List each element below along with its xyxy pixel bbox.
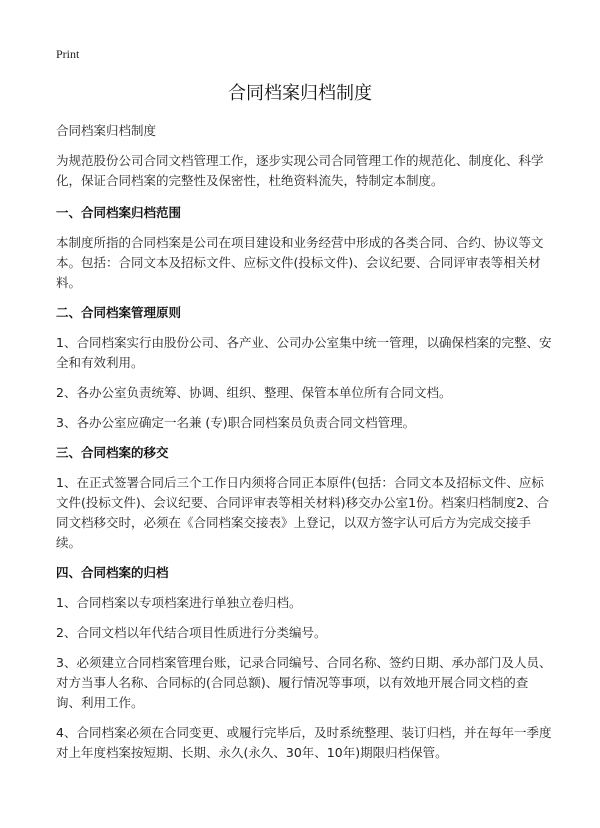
section-paragraph: 3、各办公室应确定一名兼 (专)职合同档案员负责合同文档管理。 (56, 415, 416, 430)
section-principles (56, 303, 552, 433)
section-heading: 四、合同档案的归档 (56, 565, 169, 580)
section-paragraph: 2、合同文档以年代结合项目性质进行分类编号。 (56, 625, 327, 640)
section-paragraph: 本制度所指的合同档案是公司在项目建设和业务经营中形成的各类合同、合约、协议等文本。包括：合同文本及招标文件、应标文件(投标文件)、会议纪要、合同评审表等相关材料。 (56, 235, 544, 290)
section-paragraph: 2、各办公室负责统筹、协调、组织、整理、保管本单位所有合同文档。 (56, 385, 452, 400)
section-heading: 一、合同档案归档范围 (56, 205, 182, 220)
section-transfer (56, 443, 552, 553)
document-subtitle: 合同档案归档制度 (56, 123, 157, 138)
section-scope (56, 203, 552, 293)
document-body (56, 121, 552, 773)
print-label: Print (56, 47, 80, 61)
section-paragraph: 4、合同档案必须在合同变更、或履行完毕后，及时系统整理、装订归档，并在每年一季度对上年度档案按短期、长期、永久(永久、30年、10年)期限归档保管。 (56, 725, 552, 760)
section-paragraph: 1、在正式签署合同后三个工作日内须将合同正本原件(包括：合同文本及招标文件、应标文件(投标文件)、会议纪要、合同评审表等相关材料)移交办公室1份。档案归档制度2、合同文档移交时，必须在《合同档案交接表》上登记，以双方签字认可后方为完成交接手续。 (56, 475, 550, 550)
section-heading: 三、合同档案的移交 (56, 445, 169, 460)
section-archiving (56, 563, 552, 763)
page-title: 合同档案归档制度 (228, 83, 372, 104)
section-paragraph: 1、合同档案实行由股份公司、各产业、公司办公室集中统一管理，以确保档案的完整、安全和有效利用。 (56, 335, 552, 370)
intro-paragraph: 为规范股份公司合同文档管理工作，逐步实现公司合同管理工作的规范化、制度化、科学化，保证合同档案的完整性及保密性，杜绝资料流失，特制定本制度。 (56, 153, 544, 188)
section-paragraph: 1、合同档案以专项档案进行单独立卷归档。 (56, 595, 302, 610)
section-paragraph: 3、必须建立合同档案管理台账，记录合同编号、合同名称、签约日期、承办部门及人员、对方当事人名称、合同标的(合同总额)、履行情况等事项，以有效地开展合同文档的查询、利用工作。 (56, 655, 552, 710)
section-heading: 二、合同档案管理原则 (56, 305, 182, 320)
